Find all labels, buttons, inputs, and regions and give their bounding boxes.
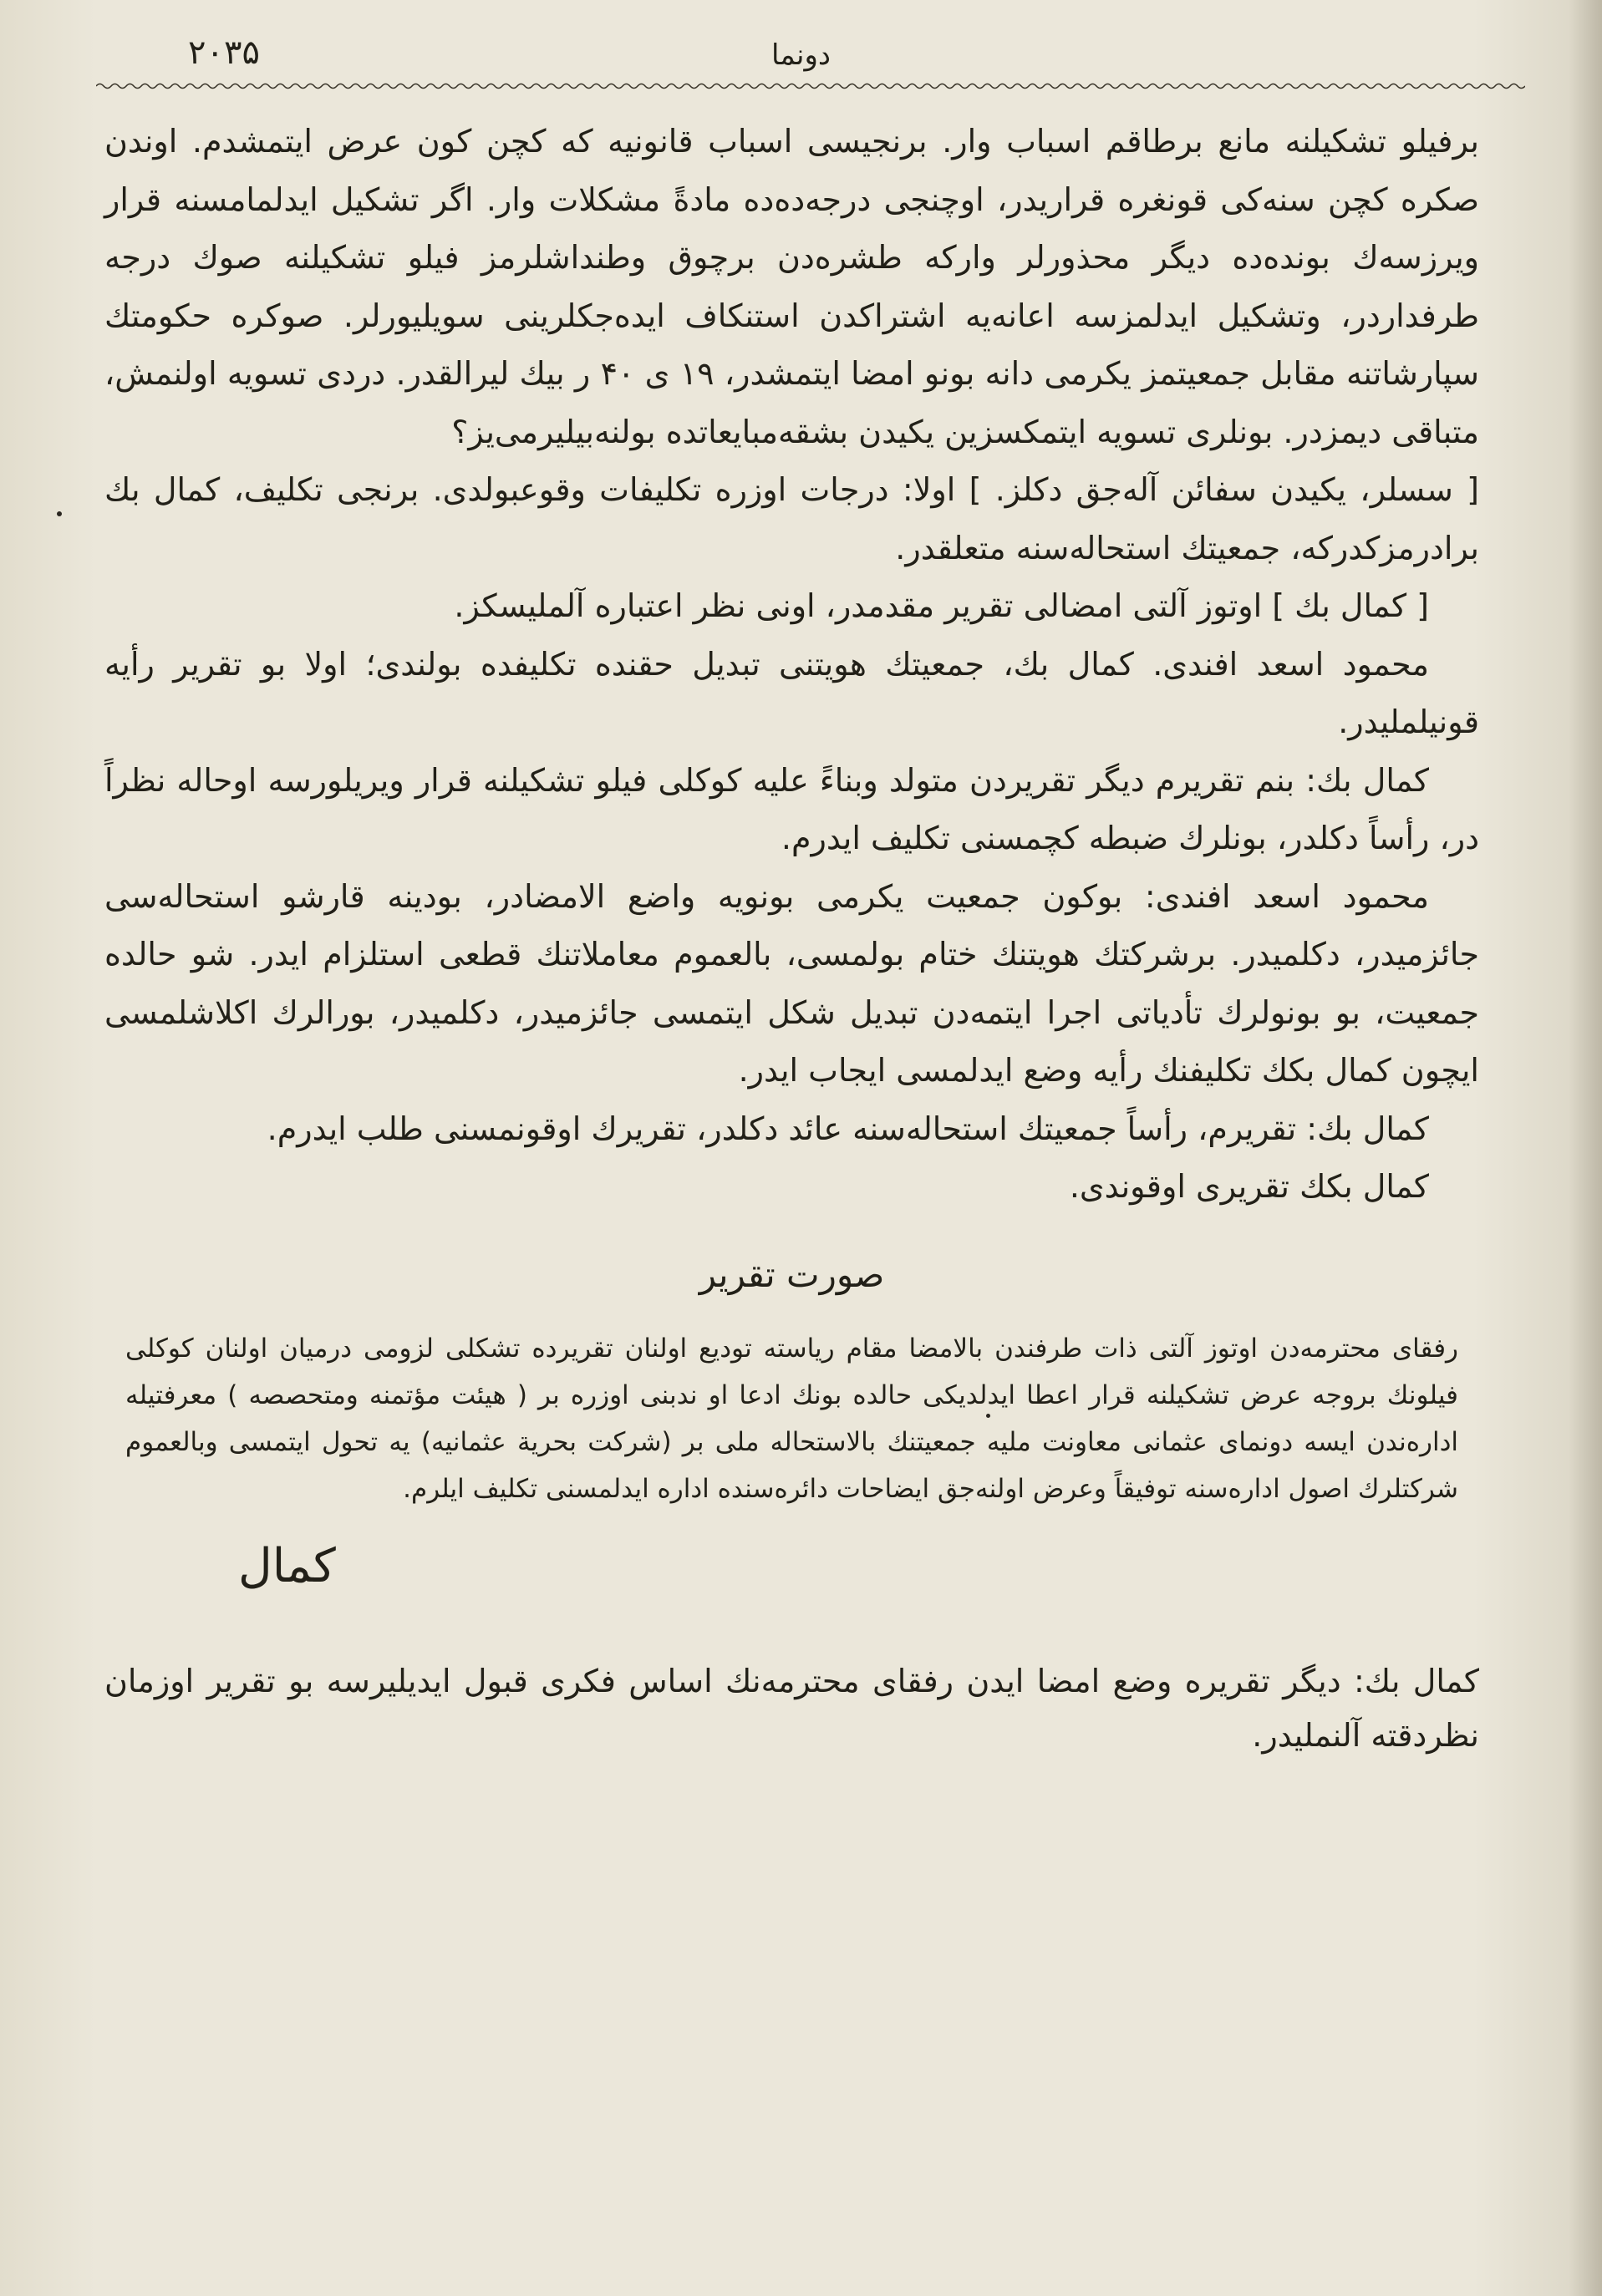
- paragraph: [ كمال بك ] اوتوز آلتى امضالى تقرير مقدمدر، اونى نظر اعتباره آلمليسكز.: [454, 587, 1429, 624]
- paragraph: كمال بك: تقريرم، رأساً جمعيتك استحاله‌سنه عائد دكلدر، تقريرك اوقونمسنى طلب ايدرم.: [267, 1110, 1429, 1147]
- running-title: دونما: [770, 38, 832, 72]
- main-text: [104, 113, 1479, 1763]
- quoted-report: رفقاى محترمه‌دن اوتوز آلتى ذات طرفندن بالامضا مقام رياسته توديع اولنان تقريرده تشكلى لزومى درميان اولنان كوكلى فيلونك بروجه عرض تشكيلنه قرار اعطا ايدلديكى حالده بونك ادعا او ندبنى اوزره بر ( هيئت مؤتمنه ومتحصصه ) معرفتيله اداره‌ندن ايسه دونماى عثمانى معاونت مليه جمعيتنك بالاستحاله ملى بر (شركت بحرية عثمانيه) يه تحول ايتمسى وبالعموم شركتلرك اصول اداره‌سنه توفيقاً وعرض اولنه‌جق ايضاحات دائره‌سنده اداره ايدلمسنى تكليف ايلرم.: [125, 1333, 1458, 1504]
- paragraph: برفيلو تشكيلنه مانع برطاقم اسباب وار. برنجيسى اسباب قانونيه كه كچن كون عرض ايتمشدم. اوندن صكره كچن سنه‌كى قونغره قراريدر، اوچنجى درجه‌ده‌ده مادةً مشكلات وار. اگر تشكيل ايدلمامسنه قرار ويرزسه‌ك بونده‌ده ديگر محذورلر واركه طشره‌دن برچوق وطنداشلرمز فيلو تشكيلنه صوك درجه طرفداردر، وتشكيل ايدلمزسه اعانه‌يه اشتراكدن استنكاف ايده‌جكلرينى سويليورلر. صوكره حكومتك سپارشاتنه مقابل جمعيتمز يكرمى دانه بونو امضا ايتمشدر، ۱۹ ى ۴۰ ر بيك ليرالقدر. دردى تسويه اولنمش، متباقى ديمزدر. بونلرى تسويه ايتمكسزين يكيدن بشقه‌مبايعاتده بولنه‌بيليرمى‌يز؟: [104, 123, 1480, 450]
- margin-ink-dot: [57, 511, 62, 516]
- paragraph: محمود اسعد افندى: بوكون جمعيت يكرمى بونويه واضع الامضادر، بودينه قارشو استحاله‌سى جائزميدر، دكلميدر. برشركتك هويتنك ختام بولمسى، بالعموم معاملاتنك قطعى استلزام ايدر. شو حالده جمعيت، بو بونولرك تأدياتى اجرا ايتمه‌دن تبديل شكل ايتمسى جائزميدر، دكلميدر، بورالرك اكلاشلمسى ايچون كمال بكك تكليفنك رأيه وضع ايدلمسى ايجاب ايدر.: [104, 877, 1479, 1089]
- header-wavy-rule: [96, 80, 1525, 92]
- paragraph: كمال بك: بنم تقريرم ديگر تقريردن متولد وبناءً عليه كوكلى فيلو تشكيلنه قرار ويريلورسه اوحاله نظراً در، رأساً دكلدر، بونلرك ضبطه كچمسنى تكليف ايدرم.: [104, 761, 1479, 856]
- page-number: ۲۰۳۵: [188, 33, 260, 72]
- section-title: صورت تقرير: [699, 1253, 885, 1295]
- signature: كمال: [238, 1538, 336, 1593]
- paragraph: [ سسلر، يكيدن سفائن آله‌جق دكلز. ] اولا: درجات اوزره تكليفات وقوعبولدى. برنجى تكليف، كمال بك برادرمزكدركه، جمعيتك استحاله‌سنه متعلقدر.: [104, 471, 1479, 566]
- page-header: [84, 33, 1518, 84]
- binding-shadow: [1569, 0, 1602, 2296]
- paragraph: كمال بكك تقريرى اوقوندى.: [1069, 1168, 1429, 1205]
- closing-paragraph: كمال بك: ديگر تقريره وضع امضا ايدن رفقاى محترمه‌نك اساس فكرى قبول ايديليرسه بو تقرير اوزمان نظردقته آلنمليدر.: [104, 1662, 1479, 1754]
- paragraph: محمود اسعد افندى. كمال بك، جمعيتك هويتنى تبديل حقنده تكليفده بولندى؛ اولا بو تقرير رأيه قونيلمليدر.: [104, 645, 1479, 740]
